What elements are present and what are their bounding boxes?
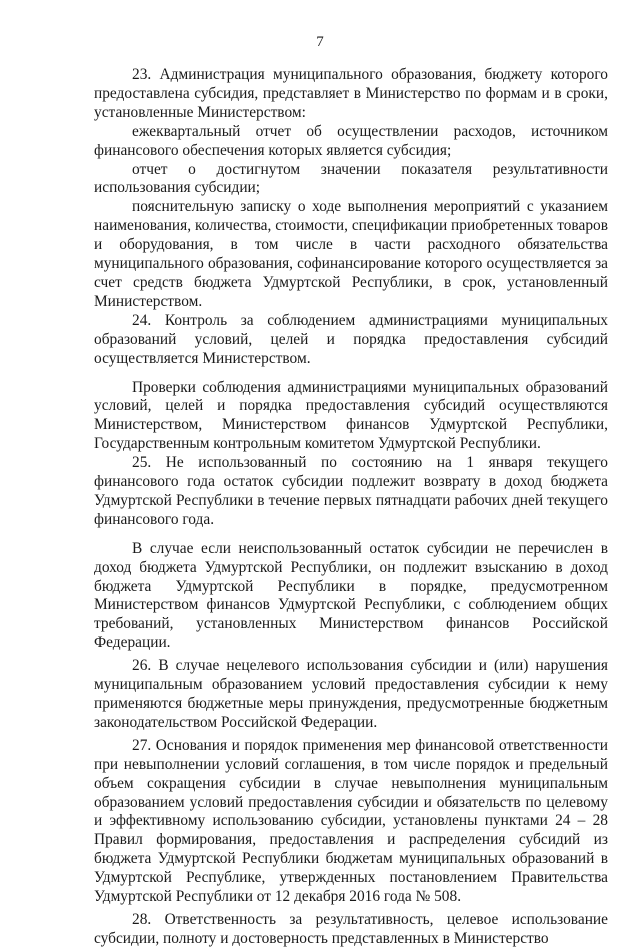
paragraph-24: 24. Контроль за соблюдением администрациями муниципальных образований условий, целей и порядка предоставления субсидий осуществляется Министерством.	[94, 311, 608, 367]
paragraph-27: 27. Основания и порядок применения мер финансовой ответственности при невыполнении условий соглашения, в том числе порядок и предельный объем сокращения субсидии в случае невыполнения муниципальным образованием условий предоставления субсидии и обязательств по целевому и эффективному использованию субсидии, установлены пунктами 24 – 28 Правил формирования, предоставления и распределения субсидий из бюджета Удмуртской Республики бюджетам муниципальных образований в Удмуртской Республике, утвержденных постановлением Правительства Удмуртской Республики от 12 декабря 2016 года № 508.	[94, 736, 608, 906]
paragraph-28: 28. Ответственность за результативность, целевое использование субсидии, полноту и достоверность представленных в Министерство	[94, 910, 608, 947]
paragraph-performance-report: отчет о достигнутом значении показателя результативности использования субсидии;	[94, 160, 608, 197]
paragraph-unused-balance: В случае если неиспользованный остаток субсидии не перечислен в доход бюджета Удмуртской Республики, он подлежит взысканию в доход бюджета Удмуртской Республики в порядке, предусмотренном Министерством финансов Удмуртской Республики, с соблюдением общих требований, установленных Министерством финансов Российской Федерации.	[94, 539, 608, 652]
page-number: 7	[316, 34, 324, 50]
paragraph-26: 26. В случае нецелевого использования субсидии и (или) нарушения муниципальным образованием условий предоставления субсидии к нему применяются бюджетные меры принуждения, предусмотренные бюджетным законодательством Российской Федерации.	[94, 657, 608, 731]
paragraph-explanatory-note: пояснительную записку о ходе выполнения мероприятий с указанием наименования, количества, стоимости, спецификации приобретенных товаров и оборудования, в том числе в части расходного обязательства муниципального образования, софинансирование которого осуществляется за счет средств бюджета Удмуртской Республики, в срок, установленный Министерством.	[94, 198, 608, 310]
paragraph-inspections: Проверки соблюдения администрациями муниципальных образований условий, целей и порядка предоставления субсидий осуществляются Министерством, Министерством финансов Удмуртской Республики, Государственным контрольным комитетом Удмуртской Республики.	[94, 378, 608, 453]
paragraph-23: 23. Администрация муниципального образования, бюджету которого предоставлена субсидия, представляет в Министерство по формам и в сроки, установленные Министерством:	[94, 66, 608, 121]
paragraph-quarterly-report: ежеквартальный отчет об осуществлении расходов, источником финансового обеспечения которых является субсидия;	[94, 122, 608, 159]
document-body	[94, 66, 608, 949]
paragraph-25: 25. Не использованный по состоянию на 1 января текущего финансового года остаток субсидии подлежит возврату в доход бюджета Удмуртской Республики в течение первых пятнадцати рабочих дней текущего финансового года.	[94, 454, 608, 528]
